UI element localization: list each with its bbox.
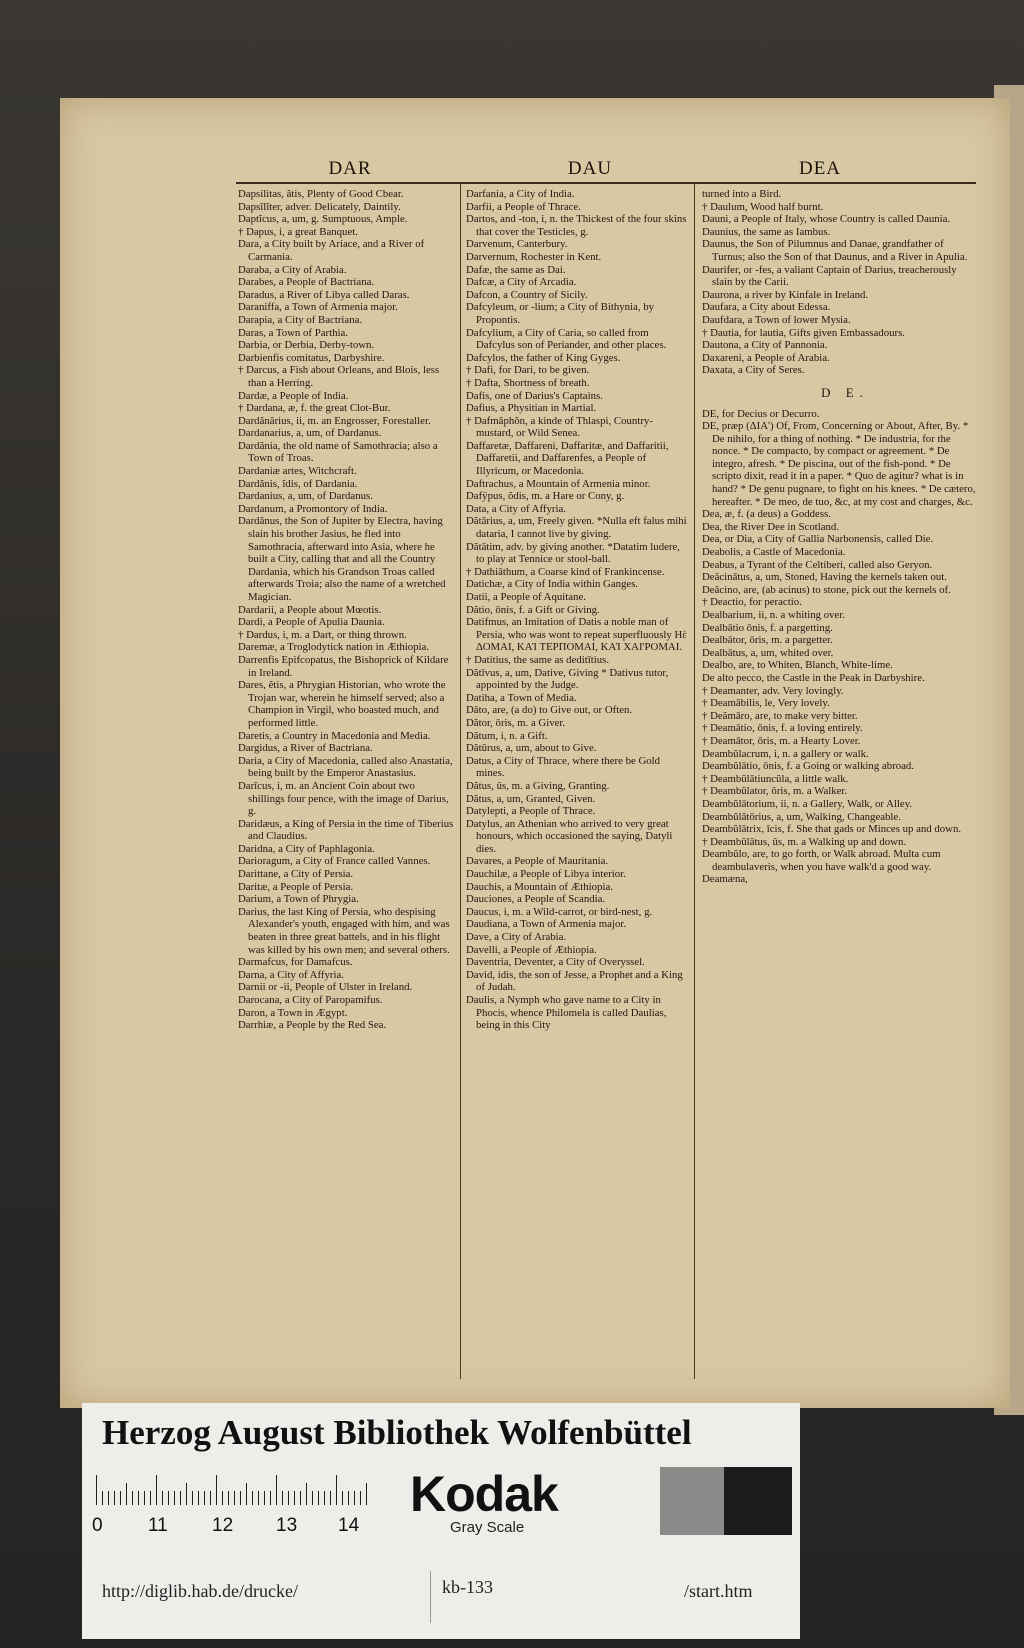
dictionary-entry: Daras, a Town of Parthia.: [238, 326, 348, 339]
ruler-tick: [252, 1491, 253, 1505]
ruler-tick: [360, 1491, 361, 1505]
dictionary-entry: Dares, ĕtis, a Phrygian Historian, who wrote the Trojan war, wherein he himself served; also a Champion in Virgil, who boasted much, and performed little.: [238, 679, 446, 729]
ruler-tick: [306, 1483, 307, 1505]
ruler-tick: [186, 1483, 187, 1505]
ruler-tick: [288, 1491, 289, 1505]
dictionary-entry: † Deambŭlātus, ûs, m. a Walking up and down.: [702, 835, 907, 848]
ruler-tick: [342, 1491, 343, 1505]
gray-scale-label: Gray Scale: [450, 1519, 525, 1536]
dictionary-entry: Darna, a City of Affyria.: [238, 968, 344, 981]
ruler-tick: [234, 1491, 235, 1505]
dictionary-entry: Daufdara, a Town of lower Mysia.: [702, 313, 851, 326]
running-head-left: DAR: [328, 158, 372, 179]
dictionary-entry: Daucus, i, m. a Wild-carrot, or bird-nest, g.: [466, 905, 653, 918]
ruler-tick: [270, 1491, 271, 1505]
dictionary-entry: Darabes, a People of Bactriana.: [238, 276, 375, 289]
dictionary-entry: † Deamanter, adv. Very lovingly.: [702, 684, 844, 697]
dictionary-entry: Dealbarium, ii, n. a whiting over.: [702, 609, 846, 621]
dictionary-entry: Dardanius, a, um, of Dardanus.: [238, 490, 373, 503]
dictionary-entry: Daradus, a River of Libya called Daras.: [238, 288, 410, 301]
dictionary-entry: Dardanum, a Promontory of India.: [238, 502, 388, 515]
dictionary-entry: Darius, the last King of Persia, who despising Alexander's youth, engaged with him, and was beaten in three great battels, and in his flight was killed by his own men; and several others.: [238, 905, 450, 956]
ruler-tick: [156, 1475, 157, 1505]
dictionary-entry: Datifmus, an Imitation of Datis a noble man of Persia, who was wont to repeat superfluously Ηἑ ΔΟΜΑΙ, ΚΑΊ ΤΕΡΠΟΜΑΙ, ΚΑΊ ΧΑΙ'ΡΟΜΑΙ.: [466, 616, 687, 654]
dictionary-entry: Darnii or -ii, People of Ulster in Ireland.: [238, 981, 413, 994]
ruler: [96, 1475, 376, 1505]
dictionary-entry: Daraba, a City of Arabia.: [238, 263, 347, 276]
column-2: [466, 188, 688, 1032]
dictionary-entry: Dafis, one of Darius's Captains.: [466, 389, 603, 402]
ruler-tick: [108, 1491, 109, 1505]
dictionary-entry: Dător, ōris, m. a Giver.: [466, 716, 566, 729]
ruler-tick: [198, 1491, 199, 1505]
ruler-tick: [162, 1491, 163, 1505]
dictionary-entry: Dauciones, a People of Scandia.: [466, 893, 606, 906]
dictionary-entry: † Dathiāthum, a Coarse kind of Frankincense.: [466, 565, 665, 578]
dictionary-entry: Dardănis, ĭdis, of Dardania.: [238, 477, 358, 490]
dictionary-entry: Dauchis, a Mountain of Æthiopia.: [466, 880, 613, 893]
column-1: [238, 188, 454, 1032]
dictionary-entry: Darium, a Town of Phrygia.: [238, 893, 359, 906]
ruler-tick: [228, 1491, 229, 1505]
dictionary-entry: Dătūrus, a, um, about to Give.: [466, 742, 597, 755]
dictionary-entry: Darmafcus, for Damafcus.: [238, 956, 353, 969]
dictionary-entry: D E.: [821, 384, 869, 400]
dictionary-entry: Daraniffa, a Town of Armenia major.: [238, 301, 398, 314]
divider: [430, 1571, 431, 1623]
dictionary-entry: Datus, a City of Thrace, where there be Gold mines.: [466, 754, 661, 780]
dictionary-entry: Daurona, a river by Kinfale in Ireland.: [702, 288, 869, 301]
dictionary-entry: † Dafi, for Dari, to be given.: [466, 364, 590, 377]
dictionary-entry: Deambŭlātrix, īcis, f. She that gads or Minces up and down.: [702, 823, 962, 836]
dictionary-entry: † Dafta, Shortness of breath.: [466, 376, 590, 389]
ruler-tick: [216, 1475, 217, 1505]
dictionary-entry: Dardarii, a People about Mœotis.: [238, 603, 382, 616]
ruler-tick: [294, 1491, 295, 1505]
black-patch: [724, 1467, 792, 1535]
dictionary-entry: Deambŭlātorium, ii, n. a Gallery, Walk, or Alley.: [702, 797, 913, 810]
dictionary-entry: Dauchilæ, a People of Libya interior.: [466, 868, 626, 881]
card-code: kb-133: [442, 1577, 493, 1597]
dictionary-entry: Daria, a City of Macedonia, called also Anastatia, being built by the Emperor Anastasius.: [238, 754, 453, 780]
dictionary-entry: DE, præp (ΔΙΑ') Of, From, Concerning or About, After, By. * De nihilo, for a thing of nothing. * De industria, for the nonce. * De compacto, by compact or agreement. * De integro, afresh. * De piscina, out of the fish-pond. * De scripto dixit, read it in a paper. * Quo de agitur? what is in hand? * De genu pugnare, to fight on his knees. * De cætero, hereafter. * De meo, de tuo, &c, at my cost and charges, &c.: [702, 420, 976, 508]
ruler-tick: [300, 1491, 301, 1505]
column-divider-1: [460, 184, 461, 1379]
dictionary-entry: Dartos, and -ton, i, n. the Thickest of the four skins that cover the Testicles, g.: [466, 213, 687, 238]
ruler-tick: [330, 1491, 331, 1505]
dictionary-entry: Dafæ, the same as Dai.: [466, 263, 566, 276]
dictionary-entry: Dardănărius, ii, m. an Engrosser, Forestaller.: [238, 414, 431, 427]
dictionary-entry: Daffaretæ, Daffareni, Daffaritæ, and Daffaritii, Daffaretii, and Daffarenfes, a People of Illyricum, or Macedonia.: [466, 439, 669, 478]
dictionary-entry: Dafius, a Physitian in Martial.: [466, 402, 597, 415]
dictionary-entry: Dealbātus, a, um, whited over.: [702, 646, 834, 659]
ruler-tick: [96, 1475, 97, 1505]
dictionary-entry: † Dardus, i, m. a Dart, or thing thrown.: [238, 628, 407, 641]
dictionary-entry: Dautona, a City of Pannonia.: [702, 339, 828, 352]
dictionary-entry: Daretis, a Country in Macedonia and Media.: [238, 729, 431, 742]
dictionary-entry: Dealbātor, ōris, m. a pargetter.: [702, 634, 833, 647]
ruler-tick: [222, 1491, 223, 1505]
dictionary-entry: † Deactio, for peractio.: [702, 596, 802, 609]
ruler-number: 12: [212, 1515, 234, 1536]
dictionary-entry: Deambŭlātio, ōnis, f. a Going or walking abroad.: [702, 760, 914, 773]
dictionary-entry: † Deamātio, ōnis, f. a loving entirely.: [702, 722, 863, 735]
ruler-tick: [204, 1491, 205, 1505]
header-rule: [236, 182, 976, 184]
kodak-logo: Kodak: [410, 1466, 558, 1522]
dictionary-entry: Dardănia, the old name of Samothracia; also a Town of Troas.: [238, 439, 438, 465]
dictionary-entry: Davares, a People of Mauritania.: [466, 855, 609, 868]
ruler-tick: [276, 1475, 277, 1505]
dictionary-entry: Daudiana, a Town of Armenia major.: [466, 918, 627, 931]
dictionary-entry: Daurifer, or -fes, a valiant Captain of Darius, treacherously slain by the Carii.: [702, 263, 957, 289]
dictionary-entry: † Deamātor, ōris, m. a Hearty Lover.: [702, 734, 861, 747]
dictionary-entry: Dafcæ, a City of Arcadia.: [466, 276, 577, 289]
dictionary-entry: Daventria, Deventer, a City of Overyssel.: [466, 956, 645, 969]
dictionary-entry: Darīcus, i, m. an Ancient Coin about two shillings four pence, with the image of Darius, g.: [238, 779, 449, 818]
dictionary-entry: Dauni, a People of Italy, whose Country is called Daunia.: [702, 213, 951, 226]
dictionary-entry: Datylus, an Athenian who arrived to very great honours, which occasioned the saying, Datyli dies.: [466, 817, 673, 855]
dictionary-entry: Deăcinātus, a, um, Stoned, Having the kernels taken out.: [702, 571, 947, 584]
dictionary-entry: Datichæ, a City of India within Ganges.: [466, 578, 639, 591]
dictionary-entry: Dea, or Dia, a City of Gallia Narbonensis, called Die.: [702, 533, 934, 546]
dictionary-entry: † Dapus, i, a great Banquet.: [238, 225, 358, 238]
dictionary-entry: Dafÿpus, ŏdis, m. a Hare or Cony, g.: [466, 490, 625, 503]
ruler-tick: [318, 1491, 319, 1505]
ruler-number: 0: [92, 1515, 103, 1536]
dictionary-entry: † Deămāro, are, to make very bitter.: [702, 709, 858, 722]
dictionary-entry: Dătus, ûs, m. a Giving, Granting.: [466, 779, 610, 792]
dictionary-entry: Daptĭcus, a, um, g. Sumptuous, Ample.: [238, 213, 408, 226]
dictionary-entry: Dătum, i, n. a Gift.: [466, 729, 548, 742]
dictionary-entry: Darfii, a People of Thrace.: [466, 200, 581, 213]
dictionary-entry: Daufara, a City about Edessa.: [702, 301, 831, 314]
dictionary-entry: † Daulum, Wood half burnt.: [702, 200, 824, 213]
dictionary-entry: Darocana, a City of Paropamifus.: [238, 994, 383, 1006]
ruler-tick: [138, 1491, 139, 1505]
ruler-tick: [120, 1491, 121, 1505]
ruler-tick: [324, 1491, 325, 1505]
column-divider-2: [694, 184, 695, 1379]
ruler-tick: [132, 1491, 133, 1505]
dictionary-entry: turned into a Bird.: [702, 188, 782, 200]
dictionary-entry: Daunius, the same as Iambus.: [702, 225, 831, 238]
dictionary-entry: Deambŭlātōrius, a, um, Walking, Changeable.: [702, 810, 901, 823]
dictionary-entry: Darbienfis comitatus, Darbyshire.: [238, 351, 385, 364]
ruler-tick: [168, 1491, 169, 1505]
dictionary-entry: DE, for Decius or Decurro.: [702, 407, 820, 420]
dictionary-entry: Datii, a People of Aquitane.: [466, 591, 586, 603]
ruler-tick: [336, 1475, 337, 1505]
ruler-tick: [174, 1491, 175, 1505]
column-3: [702, 188, 978, 886]
running-head-middle: DAU: [567, 158, 613, 179]
dictionary-entry: Darrenfis Epifcopatus, the Bishoprick of Kildare in Ireland.: [238, 653, 449, 679]
dictionary-entry: Daxata, a City of Seres.: [702, 364, 805, 377]
dictionary-entry: Data, a City of Affyria.: [466, 502, 566, 515]
dictionary-entry: Darbia, or Derbia, Derby-town.: [238, 339, 375, 352]
dictionary-entry: Darioragum, a City of France called Vannes.: [238, 855, 431, 868]
ruler-tick: [126, 1483, 127, 1505]
dictionary-entry: Dave, a City of Arabia.: [466, 931, 567, 944]
ruler-number: 14: [338, 1515, 360, 1536]
dictionary-entry: Davelli, a People of Æthiopia.: [466, 943, 597, 956]
dictionary-entry: Datiha, a Town of Media.: [466, 691, 577, 704]
running-head-right: DEA: [798, 158, 842, 179]
dictionary-entry: Daremæ, a Troglodytick nation in Æthiopia.: [238, 641, 430, 654]
dictionary-entry: Daxareni, a People of Arabia.: [702, 351, 830, 364]
ruler-tick: [192, 1491, 193, 1505]
dictionary-entry: † Deambŭlātiuncŭla, a little walk.: [702, 772, 849, 785]
dictionary-entry: Dătārius, a, um, Freely given. *Nulla eft falus mihi dataria, I cannot live by giving.: [466, 515, 687, 541]
ruler-tick: [102, 1491, 103, 1505]
dictionary-entry: Dargidus, a River of Bactriana.: [238, 742, 373, 755]
dictionary-entry: Dardănus, the Son of Jupiter by Electra, having slain his brother Jasius, he fled into Samothracia, afterward into Asia, where he built a City, calling that and all the Country Dardania, which his Grandson Troas called afterwards Troia; also the name of a wretched Magician.: [238, 515, 446, 603]
dictionary-entry: David, idis, the son of Jesse, a Prophet and a King of Judah.: [466, 968, 683, 994]
dictionary-entry: † Dafmăphŏn, a kinde of Thlaspi, Country-mustard, or Wild Senea.: [466, 414, 653, 440]
dictionary-entry: Dardanarius, a, um, of Dardanus.: [238, 427, 382, 440]
dictionary-entry: † Deambŭlator, ōris, m. a Walker.: [702, 785, 848, 798]
dictionary-entry: Daftrachus, a Mountain of Armenia minor.: [466, 477, 651, 490]
dictionary-entry: Dătus, a, um, Granted, Given.: [466, 792, 596, 805]
ruler-tick: [258, 1491, 259, 1505]
dictionary-entry: Dafcylos, the father of King Gyges.: [466, 351, 621, 364]
dictionary-entry: Darrhiæ, a People by the Red Sea.: [238, 1019, 387, 1032]
dictionary-entry: Deabolis, a Castle of Macedonia.: [702, 546, 846, 559]
dictionary-entry: † Darcus, a Fish about Orleans, and Blois, less than a Herring.: [238, 364, 440, 389]
dictionary-entry: Dardi, a People of Apulia Daunia.: [238, 616, 385, 629]
dictionary-page: [60, 98, 1010, 1408]
dictionary-entry: Dăto, are, (a do) to Give out, or Often.: [466, 704, 633, 717]
gray-patch: [660, 1467, 724, 1535]
ruler-tick: [180, 1491, 181, 1505]
library-url[interactable]: http://diglib.hab.de/drucke/: [102, 1581, 298, 1601]
ruler-number: 11: [148, 1515, 168, 1536]
start-link[interactable]: /start.htm: [684, 1581, 753, 1601]
dictionary-entry: † Datitius, the same as deditītius.: [466, 653, 610, 666]
dictionary-entry: Daridna, a City of Paphlagonia.: [238, 842, 375, 855]
dictionary-entry: Dătīvus, a, um, Dative, Giving * Dativus tutor, appointed by the Judge.: [466, 666, 669, 692]
dictionary-entry: Daron, a Town in Ægypt.: [238, 1006, 348, 1019]
dictionary-entry: Daulis, a Nymph who gave name to a City in Phocis, whence Philomela is called Daulias, being in this City: [466, 994, 667, 1032]
ruler-tick: [354, 1491, 355, 1505]
dictionary-entry: Darvernum, Rochester in Kent.: [466, 250, 602, 263]
dictionary-entry: Datylepti, a People of Thrace.: [466, 805, 596, 818]
ruler-tick: [114, 1491, 115, 1505]
ruler-tick: [240, 1491, 241, 1505]
dictionary-entry: Dafcon, a Country of Sicily.: [466, 288, 588, 301]
dictionary-entry: Dealbo, are, to Whiten, Blanch, White-lime.: [702, 659, 893, 672]
dictionary-entry: Dătio, ōnis, f. a Gift or Giving.: [466, 603, 600, 616]
dictionary-entry: Deabus, a Tyrant of the Celtiberi, called also Geryon.: [702, 558, 933, 571]
dictionary-entry: Deamæna,: [702, 873, 748, 886]
dictionary-entry: Deăcino, are, (ab acinus) to stone, pick out the kernels of.: [702, 583, 951, 596]
dictionary-entry: Dapsĭlĭter, adver. Delicately, Daintily.: [238, 200, 401, 213]
dictionary-entry: Dătātim, adv. by giving another. *Datatim ludere, to play at Tennice or stool-ball.: [466, 540, 680, 566]
ruler-tick: [348, 1491, 349, 1505]
dictionary-entry: Dea, æ, f. (a deus) a Goddess.: [702, 508, 831, 521]
dictionary-entry: Dara, a City built by Ariace, and a River of Carmania.: [238, 238, 425, 263]
dictionary-entry: Dapsilitas, ătis, Plenty of Good Cbear.: [238, 188, 404, 200]
dictionary-entry: Darfania, a City of India.: [466, 188, 575, 200]
dictionary-entry: Dafcyleum, or -lium; a City of Bithynia, by Propontis.: [466, 301, 655, 326]
dictionary-entry: Dafcylium, a City of Caria, so called from Dafcylus son of Periander, and other places.: [466, 326, 667, 352]
dictionary-entry: † Deamābilis, le, Very lovely.: [702, 697, 830, 710]
dictionary-entry: Dealbātio ōnis, f. a pargetting.: [702, 621, 833, 634]
dictionary-entry: De alto pecco, the Castle in the Peak in Darbyshire.: [702, 671, 925, 684]
ruler-tick: [144, 1491, 145, 1505]
dictionary-entry: Deambŭlo, are, to go forth, or Walk abroad. Multa cum deambulaveris, when you have walk'd a good way.: [702, 848, 941, 873]
dictionary-entry: Dardæ, a People of India.: [238, 389, 349, 402]
ruler-tick: [150, 1491, 151, 1505]
ruler-tick: [312, 1491, 313, 1505]
library-color-card: [82, 1403, 800, 1639]
dictionary-entry: † Dautia, for lautia, Gifts given Embassadours.: [702, 326, 905, 339]
dictionary-entry: Dea, the River Dee in Scotland.: [702, 520, 840, 533]
dictionary-entry: Darittane, a City of Persia.: [238, 868, 354, 881]
dictionary-entry: Darvenum, Canterbury.: [466, 238, 568, 251]
dictionary-entry: Darapia, a City of Bactriana.: [238, 313, 363, 326]
dictionary-entry: Daunus, the Son of Pilumnus and Danae, grandfather of Turnus; also the Son of that Daunus, and a River in Apulia.: [702, 238, 968, 263]
ruler-tick: [210, 1491, 211, 1505]
ruler-tick: [264, 1491, 265, 1505]
ruler-tick: [366, 1483, 367, 1505]
ruler-tick: [246, 1483, 247, 1505]
dictionary-entry: Dardaniæ artes, Witchcraft.: [238, 465, 357, 478]
library-name: Herzog August Bibliothek Wolfenbüttel: [102, 1413, 692, 1452]
dictionary-entry: Daridæus, a King of Persia in the time of Tiberius and Claudius.: [238, 817, 454, 843]
dictionary-entry: Deambŭlacrum, i, n. a gallery or walk.: [702, 747, 869, 760]
ruler-tick: [282, 1491, 283, 1505]
dictionary-entry: Daritæ, a People of Persia.: [238, 880, 354, 893]
ruler-number: 13: [276, 1515, 298, 1536]
dictionary-entry: † Dardana, æ, f. the great Clot-Bur.: [238, 402, 391, 415]
